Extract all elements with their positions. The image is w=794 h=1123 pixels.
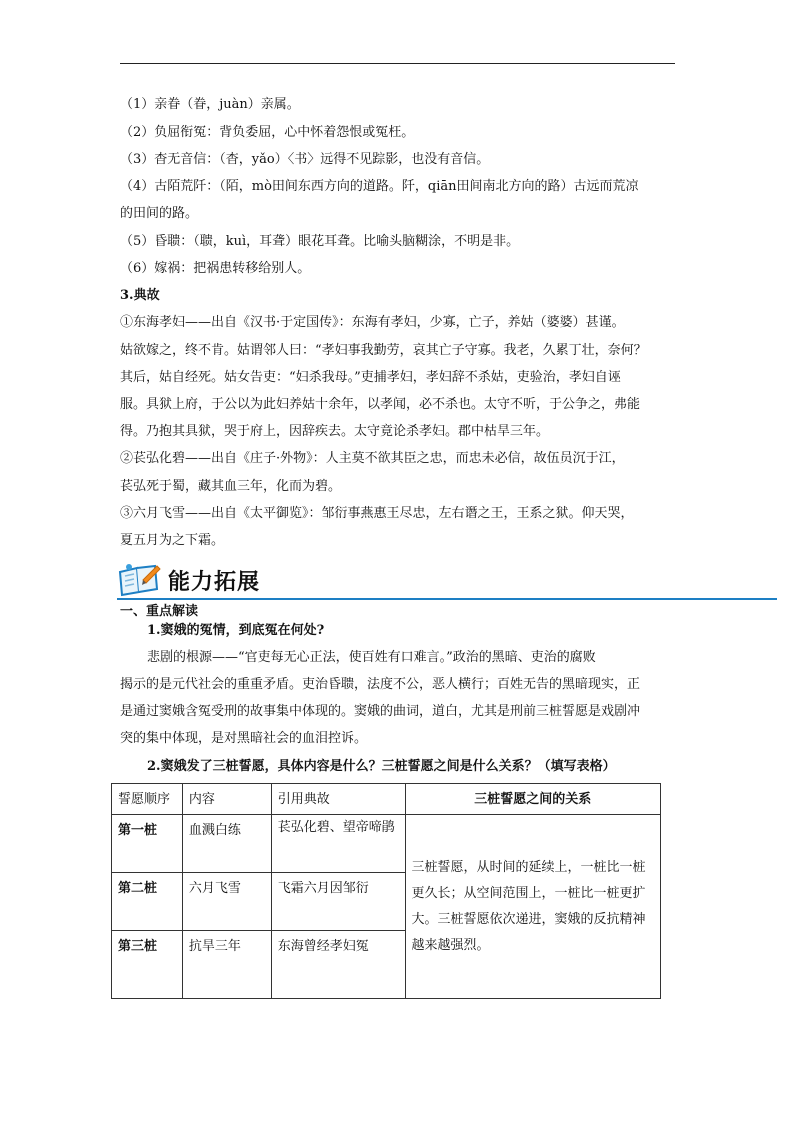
glossary-item: （4）古陌荒阡：（陌，mò田间东西方向的道路。阡，qiān田间南北方向的路）古远而荒凉 bbox=[120, 179, 639, 194]
vow-order: 第二桩 bbox=[112, 873, 183, 931]
section-rule bbox=[117, 598, 777, 600]
paragraph-line: 揭示的是元代社会的重重矛盾。吏治昏聩，法度不公，恶人横行；百姓无告的黑暗现实，正 bbox=[120, 677, 641, 692]
glossary-item: （6）嫁祸：把祸患转移给别人。 bbox=[120, 261, 311, 276]
vow-order: 第一桩 bbox=[112, 815, 183, 873]
glossary-item: （1）亲眷（眷，juàn）亲属。 bbox=[120, 97, 300, 112]
section-banner bbox=[117, 562, 777, 604]
header-cell: 三桩誓愿之间的关系 bbox=[405, 784, 661, 815]
allusion-marker: ③ bbox=[120, 506, 134, 521]
vow-allusion: 东海曾经孝妇冤 bbox=[271, 931, 405, 999]
vow-content: 抗旱三年 bbox=[182, 931, 271, 999]
allusions-heading: 3.典故 bbox=[120, 288, 160, 303]
allusion-line: 苌弘死于蜀，藏其血三年，化而为碧。 bbox=[120, 479, 342, 494]
header-cell: 誓愿顺序 bbox=[112, 784, 183, 815]
allusion-line: 其后，姑自经死。姑女告吏：“妇杀我母。”吏捕孝妇，孝妇辞不杀姑，吏验治，孝妇自诬 bbox=[120, 370, 621, 385]
paragraph-line: 悲剧的根源——“官吏每无心正法，使百姓有口难言。”政治的黑暗、吏治的腐败 bbox=[147, 650, 596, 665]
allusion-line: 姑欲嫁之，终不肯。姑谓邻人曰：“孝妇事我勤劳，哀其亡子守寡。我老，久累丁壮，奈何？ bbox=[120, 343, 647, 358]
header-cell: 引用典故 bbox=[271, 784, 405, 815]
allusion-marker: ② bbox=[120, 451, 134, 466]
vow-content: 血溅白练 bbox=[182, 815, 271, 873]
vow-allusion: 飞霜六月因邹衍 bbox=[271, 873, 405, 931]
glossary-item: （2）负屈衔冤：背负委屈，心中怀着怨恨或冤枉。 bbox=[120, 125, 415, 140]
glossary-item: （3）杳无音信：（杳，yǎo）〈书〉远得不见踪影，也没有音信。 bbox=[120, 152, 490, 167]
allusion-marker: ① bbox=[120, 315, 134, 330]
part-heading: 一、重点解读 bbox=[120, 604, 199, 619]
vow-content: 六月飞雪 bbox=[182, 873, 271, 931]
vow-relation: 三桩誓愿，从时间的延续上，一桩比一桩更久长；从空间范围上，一桩比一桩更扩大。三桩誓愿依次递进，窦娥的反抗精神越来越强烈。 bbox=[405, 815, 661, 999]
allusion-line: 服。具狱上府，于公以为此妇养姑十余年，以孝闻，必不杀也。太守不听，于公争之，弗能 bbox=[120, 397, 641, 412]
question-2: 2.窦娥发了三桩誓愿，具体内容是什么？三桩誓愿之间是什么关系？（填写表格） bbox=[147, 759, 616, 774]
vow-order: 第三桩 bbox=[112, 931, 183, 999]
glossary-item: （5）昏聩：（聩，kuì，耳聋）眼花耳聋。比喻头脑糊涂，不明是非。 bbox=[120, 234, 520, 249]
vow-allusion: 苌弘化碧、望帝啼鹃 bbox=[271, 815, 405, 873]
header-cell: 内容 bbox=[182, 784, 271, 815]
paragraph-line: 是通过窦娥含冤受刑的故事集中体现的。窦娥的曲词，道白，尤其是刑前三桩誓愿是戏剧冲 bbox=[120, 704, 641, 719]
section-title: 能力拓展 bbox=[168, 570, 261, 595]
book-pen-icon bbox=[117, 562, 163, 598]
table-header-row bbox=[112, 784, 661, 815]
header-rule bbox=[120, 63, 675, 64]
allusion-line: ③六月飞雪——出自《太平御览》：邹衍事燕惠王尽忠，左右谮之王，王系之狱。仰天哭， bbox=[120, 506, 634, 521]
allusion-line: 夏五月为之下霜。 bbox=[120, 533, 225, 548]
allusion-line: 得。乃抱其具狱，哭于府上，因辞疾去。太守竟论杀孝妇。郡中枯旱三年。 bbox=[120, 424, 550, 439]
paragraph-line: 突的集中体现，是对黑暗社会的血泪控诉。 bbox=[120, 731, 368, 746]
table-row bbox=[112, 815, 661, 873]
question-1: 1.窦娥的冤情，到底冤在何处? bbox=[147, 623, 325, 638]
allusion-line: ②苌弘化碧——出自《庄子·外物》：人主莫不欲其臣之忠，而忠未必信，故伍员沉于江， bbox=[120, 451, 625, 466]
vows-table bbox=[111, 783, 661, 999]
glossary-item: 的田间的路。 bbox=[120, 206, 199, 221]
allusion-line: ①东海孝妇——出自《汉书·于定国传》：东海有孝妇，少寡，亡子，养姑（婆婆）甚谨。 bbox=[120, 315, 625, 330]
